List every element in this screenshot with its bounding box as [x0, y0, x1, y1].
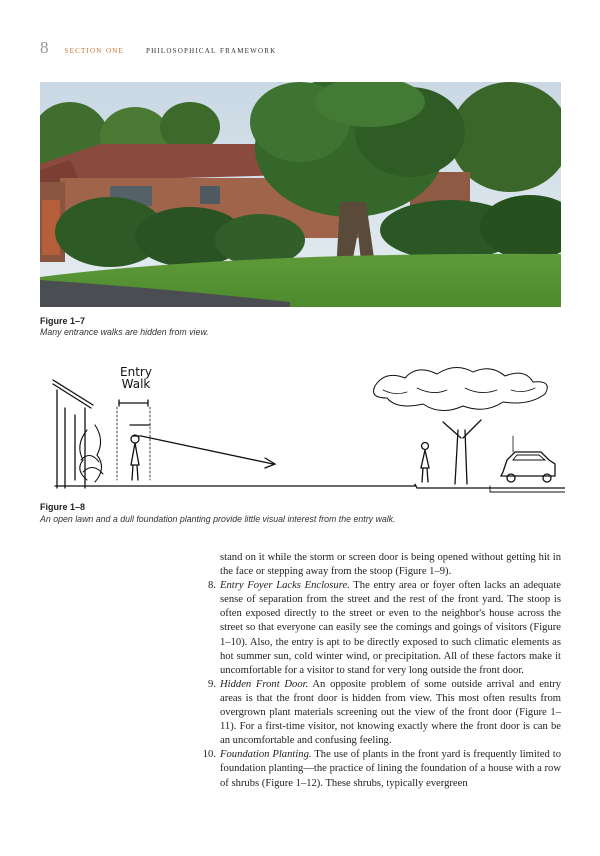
list-item-title: Foundation Planting.	[220, 749, 312, 761]
list-item-title: Hidden Front Door.	[220, 678, 309, 690]
house-photo-illustration	[40, 82, 561, 307]
chapter-title: philosophical framework	[146, 46, 277, 56]
running-header	[40, 38, 276, 56]
list-item-text: The entry area or foyer often lacks an adequate sense of separation from the street and the rest of the front yard. The stoop is often exposed directly to the street or even to the neighbor's house across the street so that everyone can easily see the comings and goings of visitors (Figure 1–10). Also, the entry is apt to be directly exposed to such climatic elements as hot summer sun, cold winter wind, or precipitation. All of these factors make it uncomfortable for a visitor to stand for very long outside the front door.	[220, 580, 561, 676]
figure-1-7-caption: Many entrance walks are hidden from view.	[40, 327, 209, 337]
figure-1-8-label: Figure 1–8	[40, 502, 86, 512]
entry-walk-label-line1: Entry	[120, 365, 152, 379]
list-item-number: 8.	[208, 580, 216, 592]
continuation-paragraph: stand on it while the storm or screen door is being opened without getting hit in the face or stepping away from the stoop (Figure 1–9).	[220, 552, 561, 578]
entry-walk-label	[112, 366, 160, 390]
list-item	[208, 678, 561, 748]
section-label: section one	[64, 46, 125, 56]
list-item-number: 10.	[202, 749, 216, 761]
entry-walk-label-line2: Walk	[121, 377, 151, 391]
list-item-text: An opposite problem of some outside arrival and entry areas is that the front door is hidden from view. This most often results from overgrown plant materials screening out the view of the front door (Figure 1–11). For a first-time visitor, not knowing exactly where the front door is can be an uncomfortable and confusing feeling.	[220, 678, 561, 747]
list-item-number: 9.	[208, 678, 216, 690]
list-item	[202, 748, 561, 790]
page-number: 8	[40, 38, 49, 57]
list-item-text: The use of plants in the front yard is frequently limited to foundation planting—the practice of lining the foundation of a house with a row of shrubs (Figure 1–12). These shrubs, typically evergreen	[220, 749, 561, 789]
list-item-title: Entry Foyer Lacks Enclosure.	[220, 580, 350, 592]
figure-1-7-label: Figure 1–7	[40, 316, 86, 326]
figure-1-7-photo	[40, 82, 561, 307]
list-item	[208, 579, 561, 678]
figure-1-8-sketch	[45, 360, 565, 495]
figure-1-8-caption: An open lawn and a dull foundation planting provide little visual interest from the entry walk.	[40, 514, 396, 524]
body-text	[202, 551, 561, 791]
